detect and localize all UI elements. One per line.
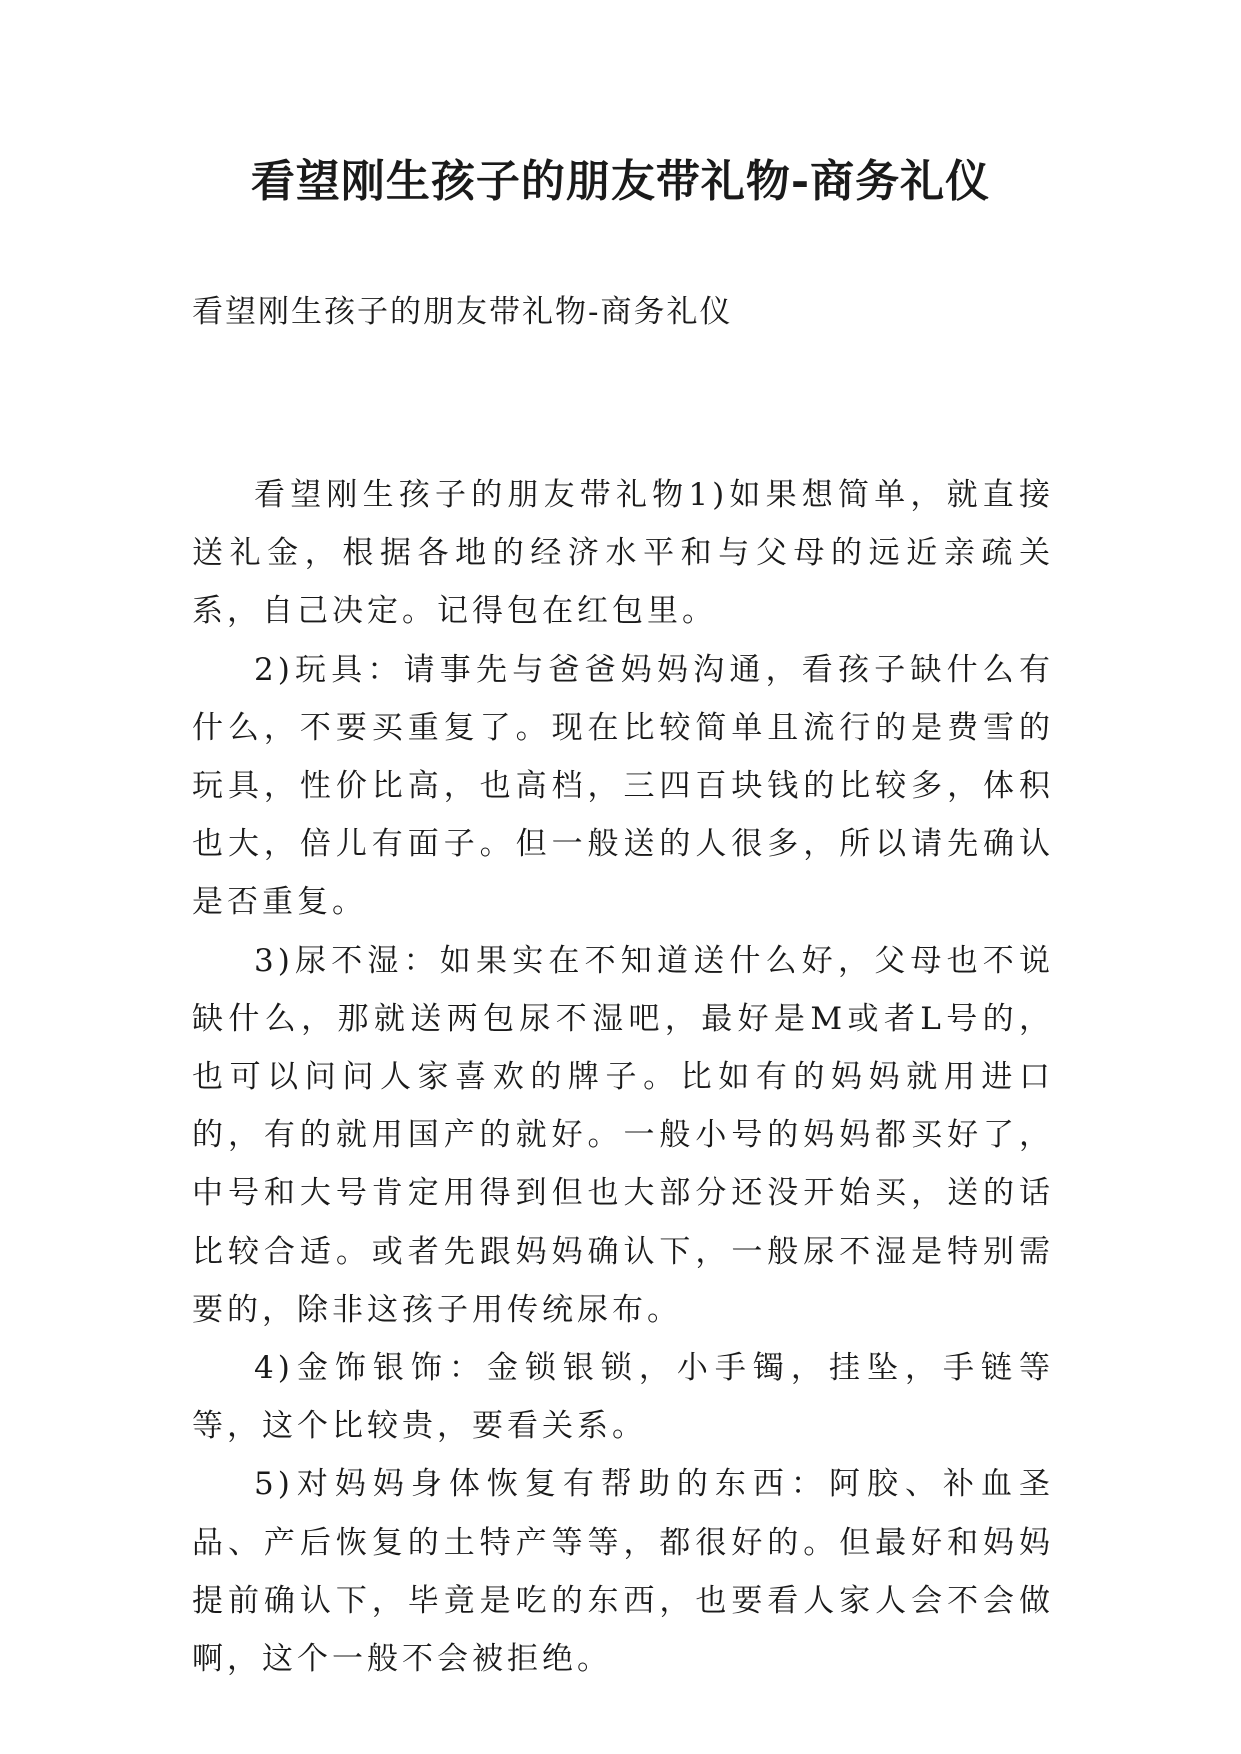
paragraph-5: 5)对妈妈身体恢复有帮助的东西：阿胶、补血圣品、产后恢复的土特产等等，都很好的。但最好和妈妈提前确认下，毕竟是吃的东西，也要看人家人会不会做啊，这个一般不会被拒绝。 <box>192 1466 1054 1678</box>
paragraph-3: 3)尿不湿：如果实在不知道送什么好，父母也不说缺什么，那就送两包尿不湿吧，最好是M或者L号的，也可以问问人家喜欢的牌子。比如有的妈妈就用进口的，有的就用国产的就好。一般小号的妈妈都买好了，中号和大号肯定用得到但也大部分还没开始买，送的话比较合适。或者先跟妈妈确认下，一般尿不湿是特别需要的，除非这孩子用传统尿布。 <box>192 942 1054 1328</box>
paragraph-4: 4)金饰银饰：金锁银锁，小手镯，挂坠，手链等等，这个比较贵，要看关系。 <box>192 1350 1054 1445</box>
paragraph-1: 看望刚生孩子的朋友带礼物1)如果想简单，就直接送礼金，根据各地的经济水平和与父母的远近亲疏关系，自己决定。记得包在红包里。 <box>192 477 1054 630</box>
document-subtitle: 看望刚生孩子的朋友带礼物-商务礼仪 <box>192 294 733 330</box>
document-title: 看望刚生孩子的朋友带礼物-商务礼仪 <box>250 156 991 207</box>
paragraph-2: 2)玩具：请事先与爸爸妈妈沟通，看孩子缺什么有什么，不要买重复了。现在比较简单且流行的是费雪的玩具，性价比高，也高档，三四百块钱的比较多，体积也大，倍儿有面子。但一般送的人很多，所以请先确认是否重复。 <box>192 651 1054 921</box>
document-body <box>192 466 1054 1688</box>
